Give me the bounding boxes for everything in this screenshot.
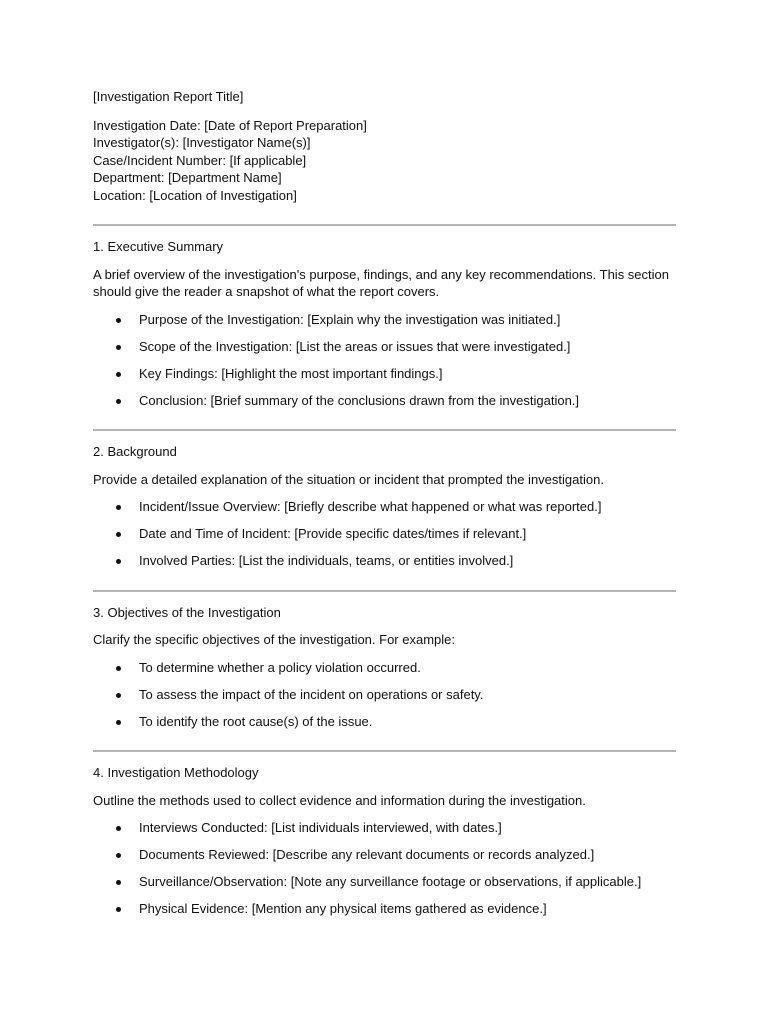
bullet-list <box>93 819 676 918</box>
list-item <box>93 900 676 918</box>
list-item <box>93 338 676 356</box>
bullet-icon <box>116 505 121 510</box>
section-divider <box>93 429 676 431</box>
section-executive-summary <box>93 238 676 409</box>
bullet-icon <box>116 318 121 323</box>
list-item <box>93 659 676 677</box>
list-item-text: Purpose of the Investigation: [Explain why the investigation was initiated.] <box>139 311 561 327</box>
list-item-text: Date and Time of Incident: [Provide specific dates/times if relevant.] <box>139 526 527 541</box>
section-intro: Clarify the specific objectives of the investigation. For example: <box>93 632 456 647</box>
bullet-list <box>93 311 676 410</box>
meta-investigation-date: Investigation Date: [Date of Report Preparation] <box>93 117 367 133</box>
meta-investigators: Investigator(s): [Investigator Name(s)] <box>93 135 311 150</box>
list-item-text: To identify the root cause(s) of the issue. <box>139 713 373 729</box>
list-item <box>93 552 676 570</box>
section-heading: 1. Executive Summary <box>93 239 224 254</box>
meta-case-number: Case/Incident Number: [If applicable] <box>93 152 307 168</box>
list-item <box>93 686 676 704</box>
section-divider <box>93 224 676 226</box>
list-item-text: Interviews Conducted: [List individuals interviewed, with dates.] <box>139 820 502 835</box>
list-item-text: Incident/Issue Overview: [Briefly describe what happened or what was reported.] <box>139 499 602 514</box>
list-item-text: Conclusion: [Brief summary of the conclusions drawn from the investigation.] <box>139 392 580 408</box>
section-objectives <box>93 604 676 731</box>
bullet-icon <box>116 880 121 885</box>
bullet-icon <box>116 666 121 671</box>
list-item <box>93 498 676 516</box>
bullet-icon <box>116 399 121 404</box>
section-divider <box>93 750 676 752</box>
section-intro: A brief overview of the investigation's purpose, findings, and any key recommendations. This section should give the reader a snapshot of what the report covers. <box>93 266 669 299</box>
list-item-text: Scope of the Investigation: [List the areas or issues that were investigated.] <box>139 338 571 354</box>
list-item <box>93 525 676 543</box>
bullet-icon <box>116 907 121 912</box>
meta-department: Department: [Department Name] <box>93 170 282 185</box>
list-item-text: Key Findings: [Highlight the most important findings.] <box>139 365 443 381</box>
list-item <box>93 311 676 329</box>
bullet-icon <box>116 372 121 377</box>
section-intro: Provide a detailed explanation of the situation or incident that prompted the investigation. <box>93 471 604 487</box>
section-heading: 2. Background <box>93 444 177 459</box>
list-item-text: Involved Parties: [List the individuals, teams, or entities involved.] <box>139 553 514 568</box>
bullet-icon <box>116 559 121 564</box>
list-item <box>93 846 676 864</box>
bullet-icon <box>116 853 121 858</box>
list-item-text: To assess the impact of the incident on operations or safety. <box>139 686 484 702</box>
list-item-text: To determine whether a policy violation occurred. <box>139 659 421 675</box>
meta-location: Location: [Location of Investigation] <box>93 187 297 203</box>
list-item-text: Physical Evidence: [Mention any physical items gathered as evidence.] <box>139 901 547 916</box>
bullet-list <box>93 659 676 731</box>
bullet-list <box>93 498 676 570</box>
bullet-icon <box>116 826 121 831</box>
section-background <box>93 443 676 570</box>
list-item <box>93 392 676 410</box>
document-page <box>93 88 676 927</box>
report-metadata <box>93 117 676 205</box>
section-heading: 4. Investigation Methodology <box>93 765 259 780</box>
list-item <box>93 819 676 837</box>
list-item-text: Documents Reviewed: [Describe any relevant documents or records analyzed.] <box>139 847 595 862</box>
list-item <box>93 873 676 891</box>
section-heading: 3. Objectives of the Investigation <box>93 604 281 620</box>
list-item <box>93 713 676 731</box>
bullet-icon <box>116 532 121 537</box>
bullet-icon <box>116 720 121 725</box>
bullet-icon <box>116 693 121 698</box>
list-item-text: Surveillance/Observation: [Note any surveillance footage or observations, if applicable.] <box>139 874 642 889</box>
report-title: [Investigation Report Title] <box>93 89 244 104</box>
bullet-icon <box>116 345 121 350</box>
section-divider <box>93 590 676 592</box>
section-methodology <box>93 764 676 918</box>
list-item <box>93 365 676 383</box>
section-intro: Outline the methods used to collect evidence and information during the investigation. <box>93 792 586 808</box>
